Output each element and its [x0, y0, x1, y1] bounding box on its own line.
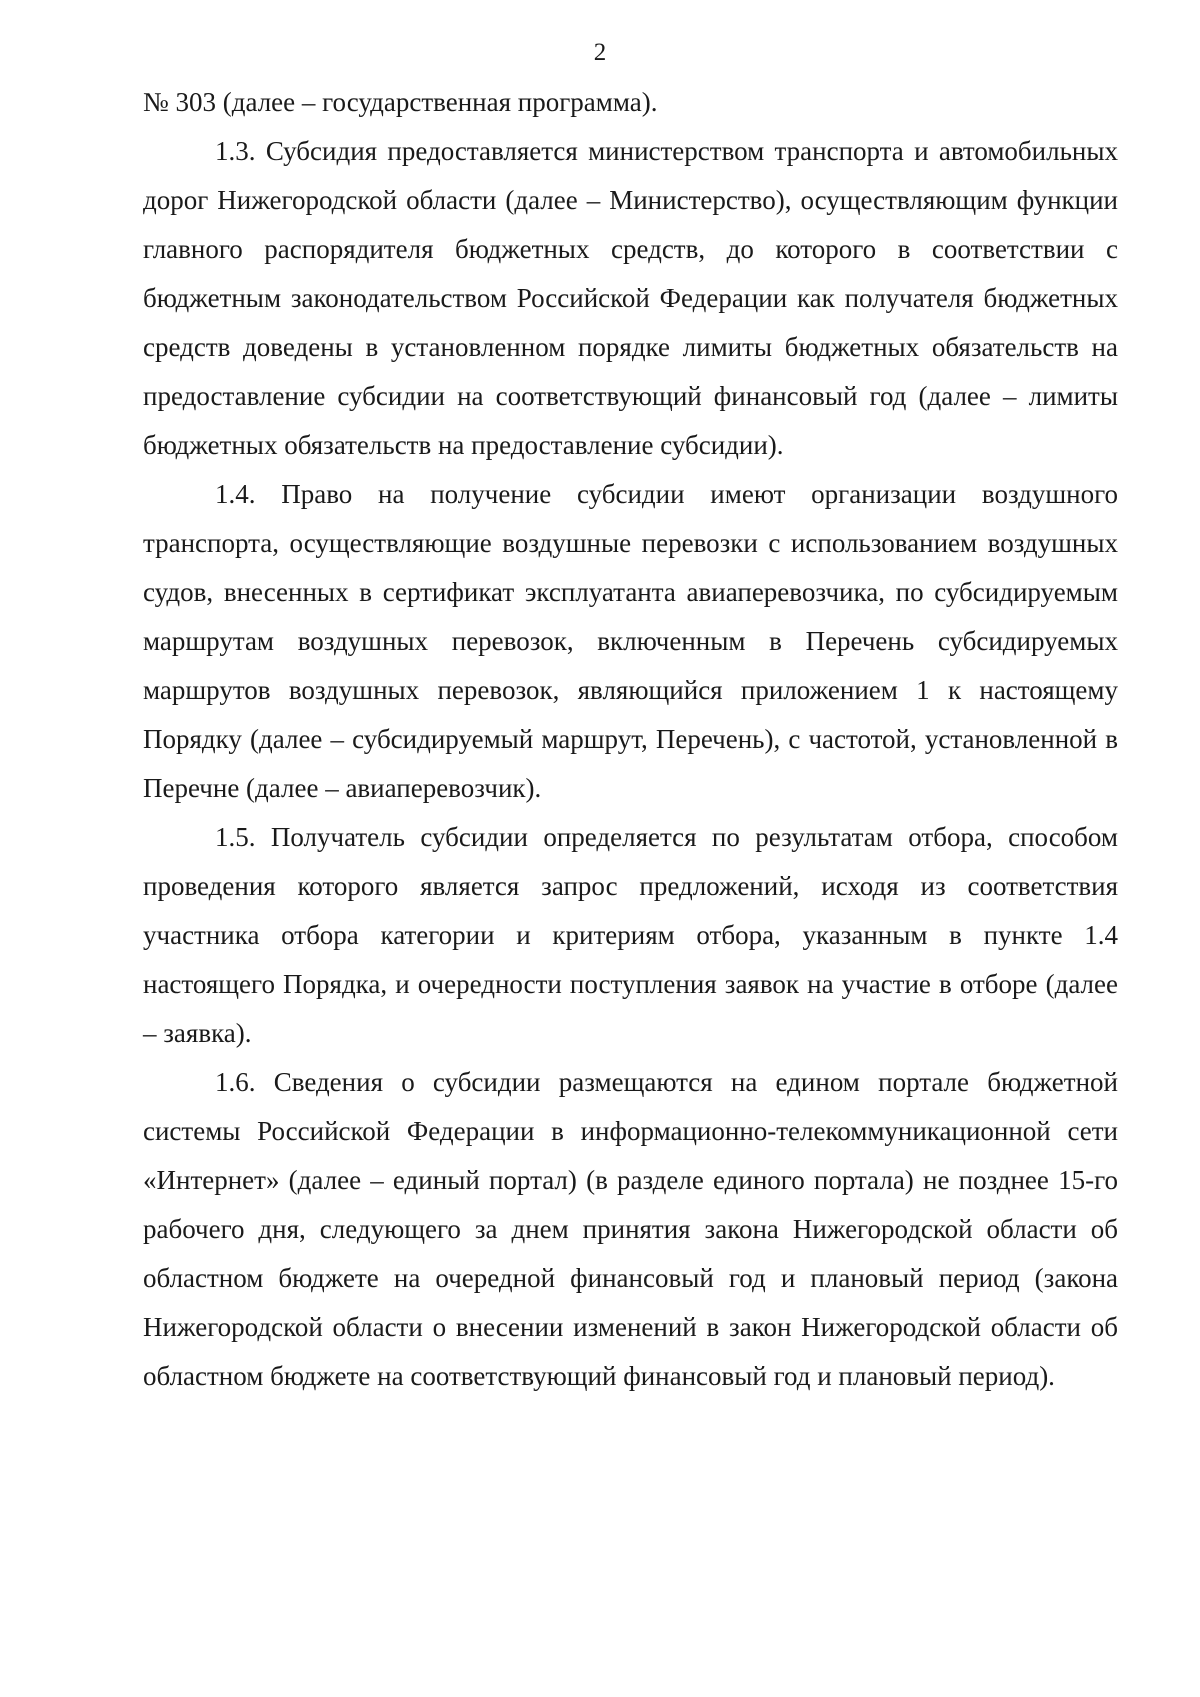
- paragraph-1-4: 1.4. Право на получение субсидии имеют организации воздушного транспорта, осуществляющие воздушные перевозки с использованием воздушных судов, внесенных в сертификат эксплуатанта авиаперевозчика, по субсидируемым маршрутам воздушных перевозок, включенным в Перечень субсидируемых маршрутов воздушных перевозок, являющийся приложением 1 к настоящему Порядку (далее – субсидируемый маршрут, Перечень), с частотой, установленной в Перечне (далее – авиаперевозчик).: [143, 479, 1118, 803]
- document-body: [143, 78, 1118, 1401]
- paragraph-1-6: 1.6. Сведения о субсидии размещаются на едином портале бюджетной системы Российской Федерации в информационно-телекоммуникационной сети «Интернет» (далее – единый портал) (в разделе единого портала) не позднее 15-го рабочего дня, следующего за днем принятия закона Нижегородской области об областном бюджете на очередной финансовый год и плановый период (закона Нижегородской области о внесении изменений в закон Нижегородской области об областном бюджете на соответствующий финансовый год и плановый период).: [143, 1067, 1118, 1391]
- page-number: 2: [593, 39, 607, 66]
- paragraph-1-5: 1.5. Получатель субсидии определяется по результатам отбора, способом проведения которого является запрос предложений, исходя из соответствия участника отбора категории и критериям отбора, указанным в пункте 1.4 настоящего Порядка, и очередности поступления заявок на участие в отборе (далее – заявка).: [143, 822, 1118, 1048]
- paragraph-1-3: 1.3. Субсидия предоставляется министерством транспорта и автомобильных дорог Нижегородской области (далее – Министерство), осуществляющим функции главного распорядителя бюджетных средств, до которого в соответствии с бюджетным законодательством Российской Федерации как получателя бюджетных средств доведены в установленном порядке лимиты бюджетных обязательств на предоставление субсидии на соответствующий финансовый год (далее – лимиты бюджетных обязательств на предоставление субсидии).: [143, 136, 1118, 460]
- paragraph-program-reference: № 303 (далее – государственная программа).: [143, 87, 658, 117]
